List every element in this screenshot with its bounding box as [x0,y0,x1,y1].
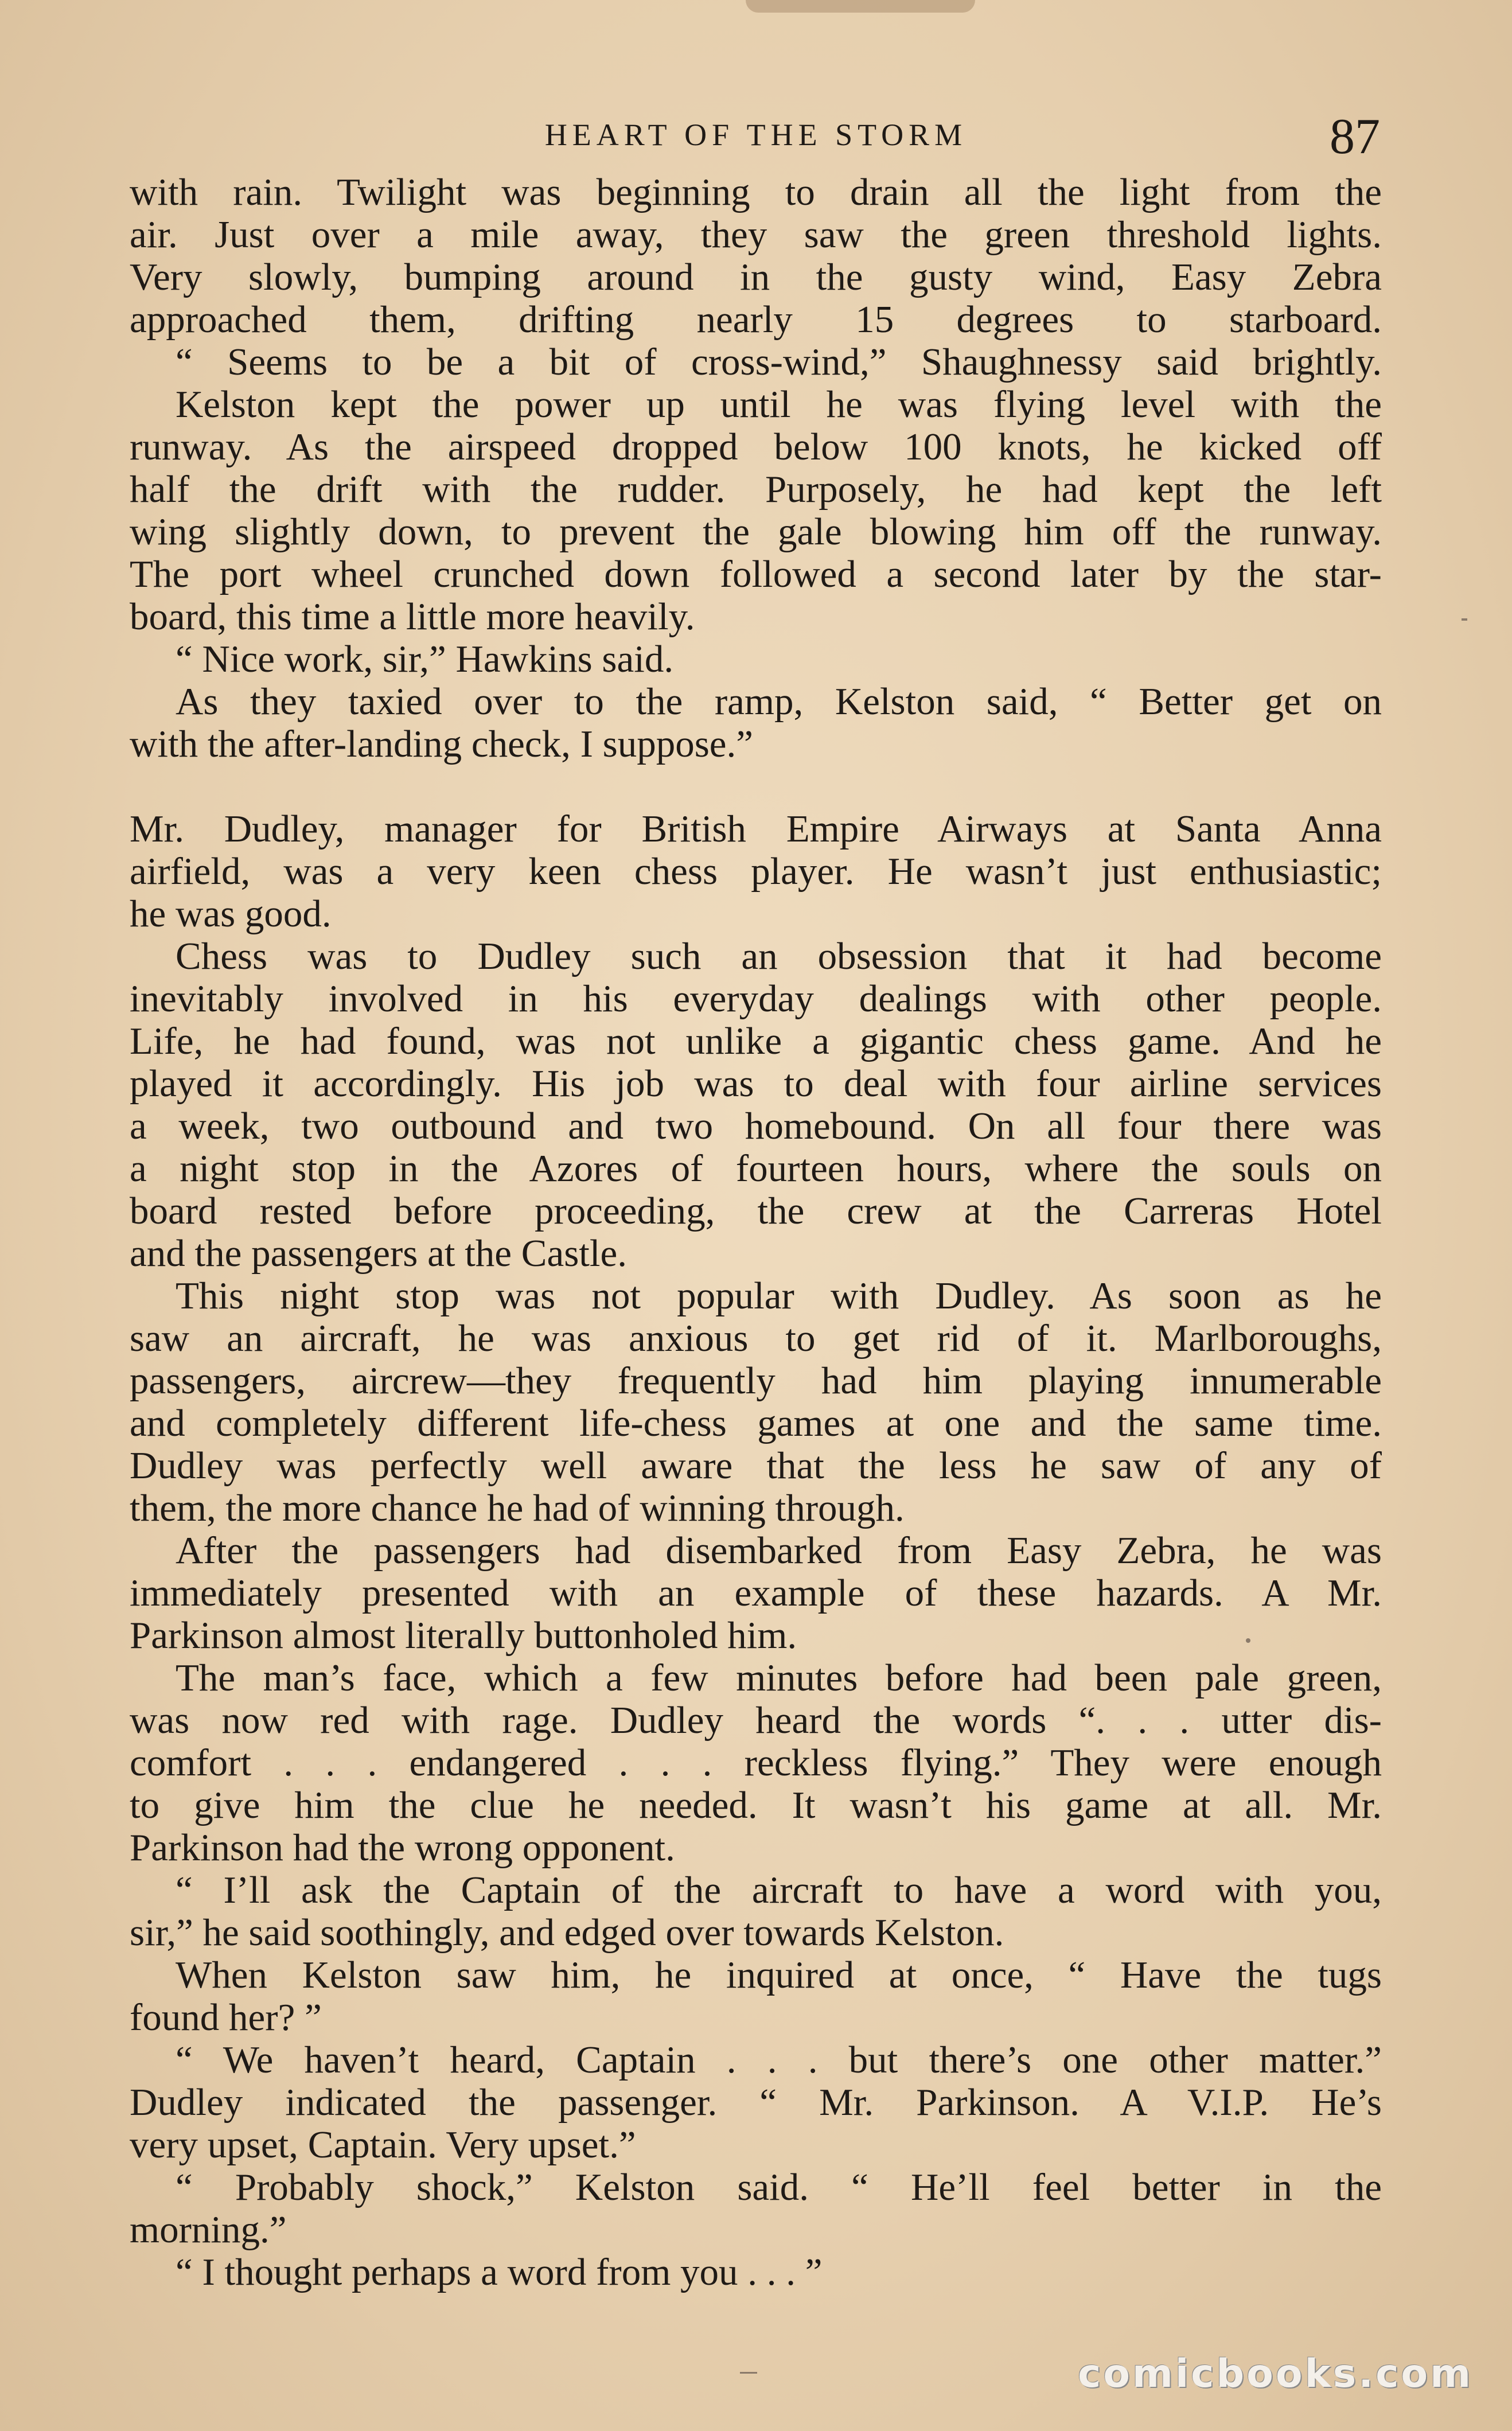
text-line: a night stop in the Azores of fourteen hours, where the souls on [130,1147,1382,1190]
text-line: and completely different life-chess games at one and the same time. [130,1402,1382,1444]
text-line: half the drift with the rudder. Purposely, he had kept the left [130,468,1382,511]
text-line: Dudley indicated the passenger. “ Mr. Parkinson. A V.I.P. He’s [130,2081,1382,2124]
text-line: them, the more chance he had of winning through. [130,1487,905,1529]
text-line: Very slowly, bumping around in the gusty wind, Easy Zebra [130,256,1382,298]
text-line: As they taxied over to the ramp, Kelston said, “ Better get on [176,680,1382,723]
text-line: comfort . . . endangered . . . reckless flying.” They were enough [130,1742,1382,1784]
text-line: saw an aircraft, he was anxious to get rid of it. Marlboroughs, [130,1317,1382,1359]
text-line: wing slightly down, to prevent the gale blowing him off the runway. [130,511,1382,553]
text-line: found her? ” [130,1996,322,2039]
text-line: board rested before proceeding, the crew at the Carreras Hotel [130,1190,1382,1232]
text-line: approached them, drifting nearly 15 degrees to starboard. [130,298,1382,341]
text-line: inevitably involved in his everyday dealings with other people. [130,977,1382,1020]
running-header [0,108,1512,171]
text-line: to give him the clue he needed. It wasn’t his game at all. Mr. [130,1784,1382,1826]
text-line: “ Nice work, sir,” Hawkins said. [176,638,674,680]
section-break [130,765,1382,808]
text-line: a week, two outbound and two homebound. On all four there was [130,1105,1382,1147]
running-title: HEART OF THE STORM [544,118,968,152]
watermark: comicbooks.com [1077,2351,1473,2397]
text-line: Kelston kept the power up until he was flying level with the [176,383,1382,426]
text-line: When Kelston saw him, he inquired at once, “ Have the tugs [176,1954,1382,1996]
text-line: with the after-landing check, I suppose.” [130,723,754,765]
text-line: “ Seems to be a bit of cross-wind,” Shaughnessy said brightly. [176,341,1382,383]
ink-speck [740,2372,757,2374]
text-line: Mr. Dudley, manager for British Empire Airways at Santa Anna [130,808,1382,850]
text-line: The port wheel crunched down followed a second later by the star- [130,553,1382,595]
text-line: air. Just over a mile away, they saw the green threshold lights. [130,213,1382,256]
text-line: Life, he had found, was not unlike a gigantic chess game. And he [130,1020,1382,1062]
text-line: Dudley was perfectly well aware that the less he saw of any of [130,1444,1382,1487]
text-line: Parkinson almost literally buttonholed him. [130,1614,797,1657]
text-line: was now red with rage. Dudley heard the words “. . . utter dis- [130,1699,1382,1742]
text-line: and the passengers at the Castle. [130,1232,628,1275]
text-line: played it accordingly. His job was to deal with four airline services [130,1062,1382,1105]
text-line: immediately presented with an example of these hazards. A Mr. [130,1572,1382,1614]
page-edge-stain [746,0,975,13]
text-line: passengers, aircrew—they frequently had him playing innumerable [130,1359,1382,1402]
text-line: After the passengers had disembarked from Easy Zebra, he was [176,1529,1382,1572]
text-line: he was good. [130,893,332,935]
text-line: “ We haven’t heard, Captain . . . but there’s one other matter.” [176,2039,1382,2081]
text-line: Parkinson had the wrong opponent. [130,1826,675,1869]
text-line: The man’s face, which a few minutes before had been pale green, [176,1657,1382,1699]
ink-speck [1462,618,1467,621]
page-number: 87 [1330,109,1380,165]
text-line: “ Probably shock,” Kelston said. “ He’ll feel better in the [176,2166,1382,2208]
ink-speck [1246,1638,1250,1643]
text-line: This night stop was not popular with Dudley. As soon as he [176,1275,1382,1317]
text-line: Chess was to Dudley such an obsession that it had become [176,935,1382,977]
text-line: very upset, Captain. Very upset.” [130,2124,636,2166]
text-line: board, this time a little more heavily. [130,595,695,638]
text-line: runway. As the airspeed dropped below 100 knots, he kicked off [130,426,1382,468]
text-line: morning.” [130,2208,287,2251]
text-line: with rain. Twilight was beginning to drain all the light from the [130,171,1382,213]
text-line: airfield, was a very keen chess player. He wasn’t just enthusiastic; [130,850,1382,893]
text-line: “ I thought perhaps a word from you . . . ” [176,2251,823,2293]
text-line: “ I’ll ask the Captain of the aircraft to have a word with you, [176,1869,1382,1911]
body-text [130,171,1382,2293]
text-line: sir,” he said soothingly, and edged over towards Kelston. [130,1911,1004,1954]
